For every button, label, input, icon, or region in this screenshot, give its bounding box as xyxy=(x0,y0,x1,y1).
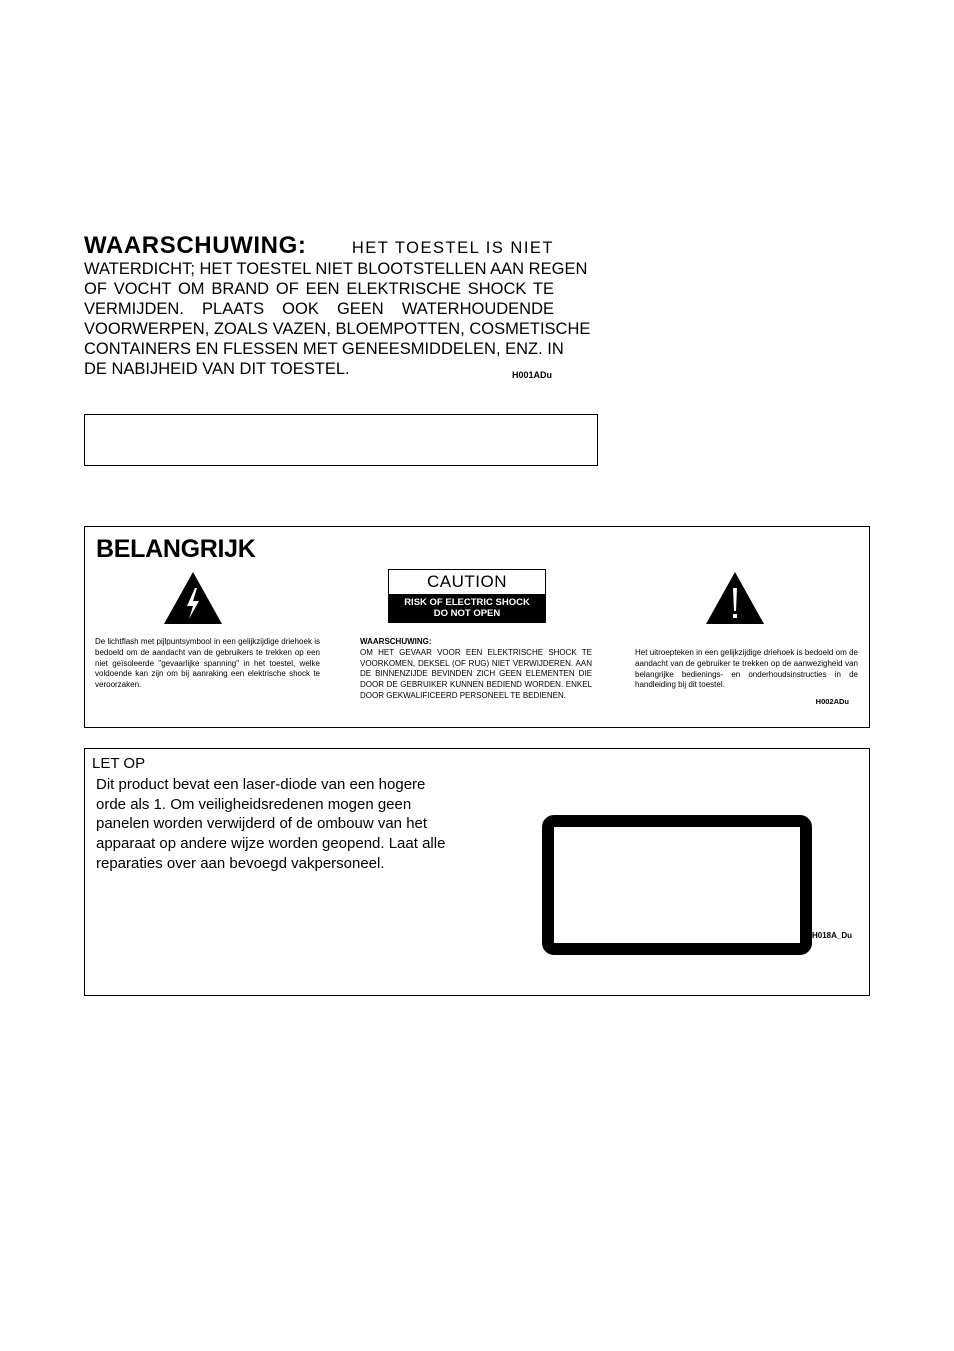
lightning-warning-triangle-icon xyxy=(163,571,223,625)
caution-line-2: DO NOT OPEN xyxy=(433,608,501,619)
letop-title: LET OP xyxy=(92,755,146,772)
warning-line: WATERDICHT; HET TOESTEL NIET BLOOTSTELLEN AAN REGEN xyxy=(84,260,588,278)
warning-line: VOORWERPEN, ZOALS VAZEN, BLOEMPOTTEN, COSMETISCHE xyxy=(84,320,591,338)
belangrijk-title: BELANGRIJK xyxy=(96,535,256,563)
warning-title: WAARSCHUWING: xyxy=(84,232,307,259)
empty-frame xyxy=(84,414,598,466)
warning-code: H001ADu xyxy=(511,370,552,380)
laser-label-frame xyxy=(542,815,812,955)
caution-heading: CAUTION xyxy=(427,572,507,591)
caution-shock-banner xyxy=(389,594,545,622)
letop-body: Dit product bevat een laser-diode van een hogere orde als 1. Om veiligheidsredenen mogen geen panelen worden verwijderd of de ombouw van het apparaat op andere wijze worden geopend. Laat alle reparaties over aan bevoegd vakpersoneel. xyxy=(96,776,446,872)
caution-explanation xyxy=(360,637,592,702)
letop-code: H018A_Du xyxy=(812,931,853,940)
warning-last-text: DE NABIJHEID VAN DIT TOESTEL. xyxy=(84,360,350,378)
warning-line: VERMIJDEN. PLAATS OOK GEEN WATERHOUDENDE xyxy=(84,300,554,318)
exclamation-explanation: Het uitroepteken in een gelijkzijdige driehoek is bedoeld om de aandacht van de gebruiker te trekken op de aanwezigheid van belangrijke bedienings- en onderhoudsinstructies in de handleiding bij dit toestel. xyxy=(635,648,858,690)
lightning-explanation: De lichtflash met pijlpuntsymbool in een gelijkzijdige driehoek is bedoeld om de aandacht van de gebruikers te trekken op een niet geïsoleerde "gevaarlijke spanning" in het toestel, welke voldoende kan zijn om bij aanraking een elektrische shock te veroorzaken. xyxy=(95,637,320,690)
warning-last-line xyxy=(84,359,554,379)
caution-explanation-text: OM HET GEVAAR VOOR EEN ELEKTRISCHE SHOCK TE VOORKOMEN, DEKSEL (OF RUG) NIET VERWIJDEREN. AAN DE BINNENZIJDE BEVINDEN ZICH GEEN ELEMENTEN DIE DOOR DE GEBRUIKER KUNNEN BEDIEND WORDEN. ENKEL DOOR GEKWALIFICEERD PERSONEEL TE BEDIENEN. xyxy=(360,647,592,700)
warning-line: CONTAINERS EN FLESSEN MET GENEESMIDDELEN, ENZ. IN xyxy=(84,340,564,358)
warning-line: OF VOCHT OM BRAND OF EEN ELEKTRISCHE SHOCK TE xyxy=(84,280,554,298)
warning-first-words: HET TOESTEL IS NIET xyxy=(351,239,554,257)
letop-box xyxy=(84,748,870,996)
caution-explanation-title: WAARSCHUWING: xyxy=(360,637,432,646)
warning-first-line xyxy=(84,232,554,259)
caution-line-1: RISK OF ELECTRIC SHOCK xyxy=(404,597,530,608)
warning-block xyxy=(84,232,591,380)
exclamation-warning-triangle-icon xyxy=(705,571,765,625)
belangrijk-box xyxy=(84,526,870,728)
belangrijk-code: H002ADu xyxy=(815,697,849,706)
caution-label xyxy=(388,569,546,623)
